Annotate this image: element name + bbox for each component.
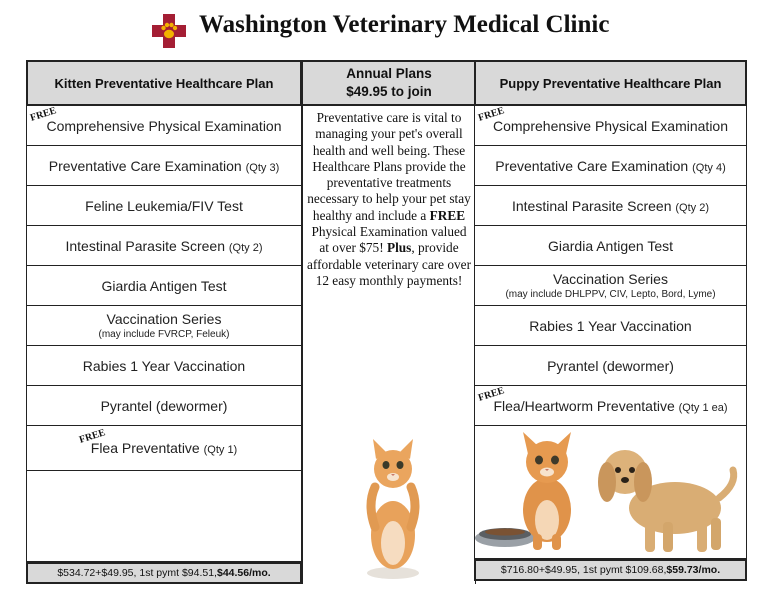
item-qty: (Qty 2) — [228, 241, 263, 254]
kitten-item-2 — [26, 146, 302, 186]
item-qty: (Qty 1 ea) — [678, 401, 728, 414]
kitten-item-4 — [26, 226, 302, 266]
price-monthly: $59.73/mo. — [666, 564, 721, 576]
item-label: Vaccination Series — [553, 271, 668, 287]
free-badge: FREE — [77, 427, 107, 446]
description-free: FREE — [429, 207, 466, 223]
item-label: Intestinal Parasite Screen — [65, 237, 225, 254]
item-label: Pyrantel (dewormer) — [100, 397, 228, 414]
annual-plans-description — [303, 108, 475, 291]
kitten-image — [353, 435, 433, 583]
item-qty: (Qty 2) — [675, 201, 710, 214]
item-label: Giardia Antigen Test — [547, 237, 674, 254]
free-badge: FREE — [476, 105, 506, 124]
description-plus: Plus — [386, 240, 412, 256]
item-subtext: (may include DHLPPV, CIV, Lepto, Bord, Lyme) — [505, 289, 716, 300]
kitten-item-6 — [26, 306, 302, 346]
item-label: Preventative Care Examination — [48, 157, 242, 174]
item-qty: (Qty 4) — [692, 161, 726, 174]
puppy-item-1 — [474, 106, 747, 146]
clinic-title: Washington Veterinary Medical Clinic — [199, 11, 610, 38]
item-label: Rabies 1 Year Vaccination — [529, 317, 692, 334]
puppy-item-4 — [474, 226, 747, 266]
page-header — [0, 0, 768, 54]
annual-plans-title: Annual Plans — [346, 66, 432, 81]
item-label: Giardia Antigen Test — [101, 277, 227, 294]
kitten-blank-cell — [26, 471, 302, 562]
item-label: Comprehensive Physical Examination — [46, 117, 282, 134]
kitten-item-7 — [26, 346, 302, 386]
item-label: Comprehensive Physical Examination — [493, 117, 728, 134]
kitten-item-8 — [26, 386, 302, 426]
item-label: Vaccination Series — [106, 311, 222, 327]
item-label: Feline Leukemia/FIV Test — [85, 197, 243, 214]
free-badge: FREE — [476, 385, 506, 404]
puppy-item-7 — [474, 346, 747, 386]
kitten-and-puppy-illustration — [475, 426, 746, 558]
puppy-plan-title: Puppy Preventative Healthcare Plan — [474, 60, 747, 106]
puppy-item-5 — [474, 266, 747, 306]
plans-table — [26, 60, 747, 586]
annual-plans-price: $49.95 to join — [346, 84, 432, 99]
puppy-item-8 — [474, 386, 747, 426]
kitten-item-5 — [26, 266, 302, 306]
price-main: $534.72+$49.95, 1st pymt $94.51, — [57, 567, 217, 579]
puppy-price — [474, 559, 747, 581]
kitten-puppy-image — [474, 426, 747, 559]
description-text: Preventative care is vital to managing your pet's overall health and well being. These Healthcare Plans provide the preventative treatments necessary to help your pet stay healthy and include a — [307, 110, 471, 223]
annual-plans-header — [303, 60, 475, 106]
puppy-plan-column — [474, 60, 747, 581]
item-qty: (Qty 3) — [245, 161, 280, 174]
kitten-item-1 — [26, 106, 302, 146]
description-text: Physical Examination valued at over $75! — [311, 224, 467, 256]
price-monthly: $44.56/mo. — [216, 567, 271, 579]
price-main: $716.80+$49.95, 1st pymt $109.68, — [500, 564, 667, 576]
kitten-item-9 — [26, 426, 302, 471]
item-label: Rabies 1 Year Vaccination — [82, 357, 246, 374]
puppy-item-3 — [474, 186, 747, 226]
item-subtext: (may include FVRCP, Feleuk) — [98, 329, 230, 340]
puppy-item-6 — [474, 306, 747, 346]
clinic-logo-cross-paw-icon — [152, 14, 186, 48]
item-qty: (Qty 1) — [203, 444, 238, 456]
kitten-plan-title: Kitten Preventative Healthcare Plan — [26, 60, 302, 106]
kitten-price — [26, 562, 302, 584]
item-label: Flea Preventative — [90, 440, 200, 456]
item-label: Intestinal Parasite Screen — [511, 197, 672, 214]
kitten-plan-column — [26, 60, 302, 584]
annual-plans-column — [302, 60, 476, 584]
item-label: Preventative Care Examination — [495, 157, 689, 174]
free-badge: FREE — [28, 105, 58, 124]
item-label: Flea/Heartworm Preventative — [493, 397, 675, 414]
item-label: Pyrantel (dewormer) — [547, 357, 674, 374]
description-text: , provide affordable veterinary care over 12 easy monthly payments! — [306, 240, 472, 288]
puppy-item-2 — [474, 146, 747, 186]
kitten-item-3 — [26, 186, 302, 226]
